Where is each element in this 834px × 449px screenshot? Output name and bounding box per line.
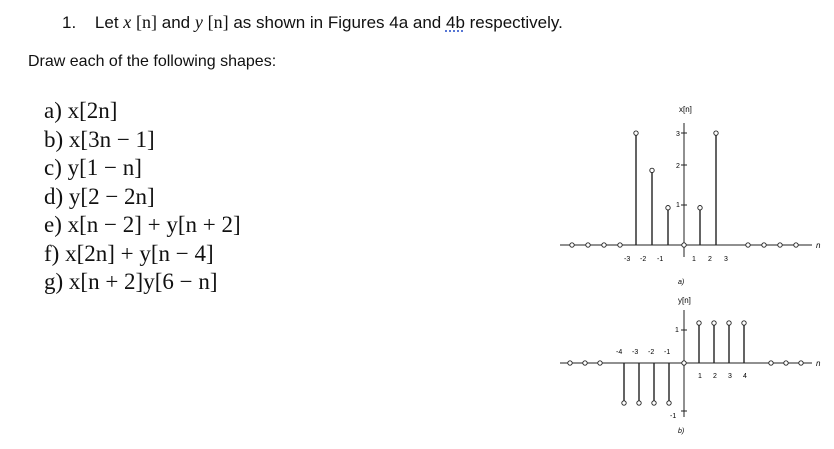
question-text	[62, 12, 563, 33]
fig-a-sample-point	[714, 131, 718, 135]
item-e: e) x[n − 2] + y[n + 2]	[44, 212, 241, 237]
fig-b-xtick-1: 1	[698, 373, 702, 380]
fig-a-xtick-3: 3	[724, 256, 728, 263]
fig-b-zero-sample	[769, 361, 773, 365]
fig-a-xtick-m2: -2	[640, 256, 647, 263]
fig-a-xtick-m1: -1	[657, 256, 664, 263]
figure-b	[560, 296, 821, 435]
fig-a-ytick-3: 3	[676, 131, 680, 138]
figure-reference: 4b	[445, 13, 465, 32]
fig-b-sample-point	[697, 321, 701, 325]
item-g: g) x[n + 2]y[6 − n]	[44, 269, 218, 294]
fig-a-zero-sample	[794, 243, 798, 247]
fig-a-xtick-m3: -3	[624, 256, 631, 263]
fig-b-sample-point	[742, 321, 746, 325]
figure-a	[560, 105, 821, 286]
fig-b-sample-point	[682, 361, 686, 365]
fig-b-xtick-3: 3	[728, 373, 732, 380]
fig-b-axis-label: n	[816, 359, 821, 368]
fig-b-zero-sample	[568, 361, 572, 365]
fig-b-sample-point	[727, 321, 731, 325]
fig-b-caption: b)	[678, 428, 685, 435]
fig-b-zero-sample	[784, 361, 788, 365]
fig-a-ytick-1: 1	[676, 202, 680, 209]
fig-b-xtick-m3: -3	[632, 349, 639, 356]
fig-b-sample-point	[667, 401, 671, 405]
fig-b-zero-sample	[799, 361, 803, 365]
question-and: and	[161, 13, 191, 32]
item-list	[44, 97, 241, 297]
item-f: f) x[2n] + y[n − 4]	[44, 240, 214, 266]
fig-b-zero-sample	[583, 361, 587, 365]
fig-a-zero-sample	[570, 243, 574, 247]
x-argument: [n]	[136, 12, 158, 32]
fig-a-stems	[634, 131, 718, 247]
fig-b-sample-point	[712, 321, 716, 325]
fig-b-zero-sample	[598, 361, 602, 365]
fig-a-sample-point	[682, 243, 686, 247]
fig-a-zero-sample	[762, 243, 766, 247]
fig-b-ytick-m1: -1	[670, 413, 677, 420]
fig-b-sample-point	[637, 401, 641, 405]
item-b: b) x[3n − 1]	[44, 126, 155, 152]
fig-a-zero-sample	[746, 243, 750, 247]
fig-b-xtick-2: 2	[713, 373, 717, 380]
question-suffix: respectively.	[469, 13, 563, 32]
fig-a-ytick-2: 2	[676, 163, 680, 170]
fig-b-sample-point	[622, 401, 626, 405]
question-prefix: Let	[94, 13, 119, 32]
fig-a-sample-point	[666, 206, 670, 210]
fig-a-xtick-2: 2	[708, 256, 712, 263]
fig-a-sample-point	[698, 206, 702, 210]
fig-a-sample-point	[634, 131, 638, 135]
instruction-text: Draw each of the following shapes:	[28, 53, 277, 70]
fig-a-caption: a)	[678, 279, 685, 286]
fig-b-xtick-m4: -4	[616, 349, 623, 356]
item-c: c) y[1 − n]	[44, 155, 142, 180]
fig-b-xtick-m2: -2	[648, 349, 655, 356]
fig-b-title: y[n]	[678, 296, 691, 305]
signal-figures	[560, 95, 830, 440]
fig-a-zero-sample	[602, 243, 606, 247]
fig-b-sample-point	[652, 401, 656, 405]
fig-b-xtick-m1: -1	[664, 349, 671, 356]
fig-b-xtick-4: 4	[743, 373, 747, 380]
question-number: 1.	[62, 13, 77, 32]
fig-a-axis-label: n	[816, 241, 821, 250]
fig-a-zero-sample	[778, 243, 782, 247]
x-symbol: x	[123, 12, 132, 32]
item-a: a) x[2n]	[44, 98, 118, 123]
question-middle: as shown in Figures 4a and	[233, 13, 442, 32]
item-d: d) y[2 − 2n]	[44, 183, 155, 209]
fig-a-zero-sample	[618, 243, 622, 247]
y-argument: [n]	[207, 12, 229, 32]
fig-b-ytick-1: 1	[675, 327, 679, 334]
fig-a-sample-point	[650, 168, 654, 172]
fig-a-xtick-1: 1	[692, 256, 696, 263]
fig-a-title: x[n]	[679, 105, 692, 114]
y-symbol: y	[194, 12, 203, 32]
fig-a-zero-sample	[586, 243, 590, 247]
